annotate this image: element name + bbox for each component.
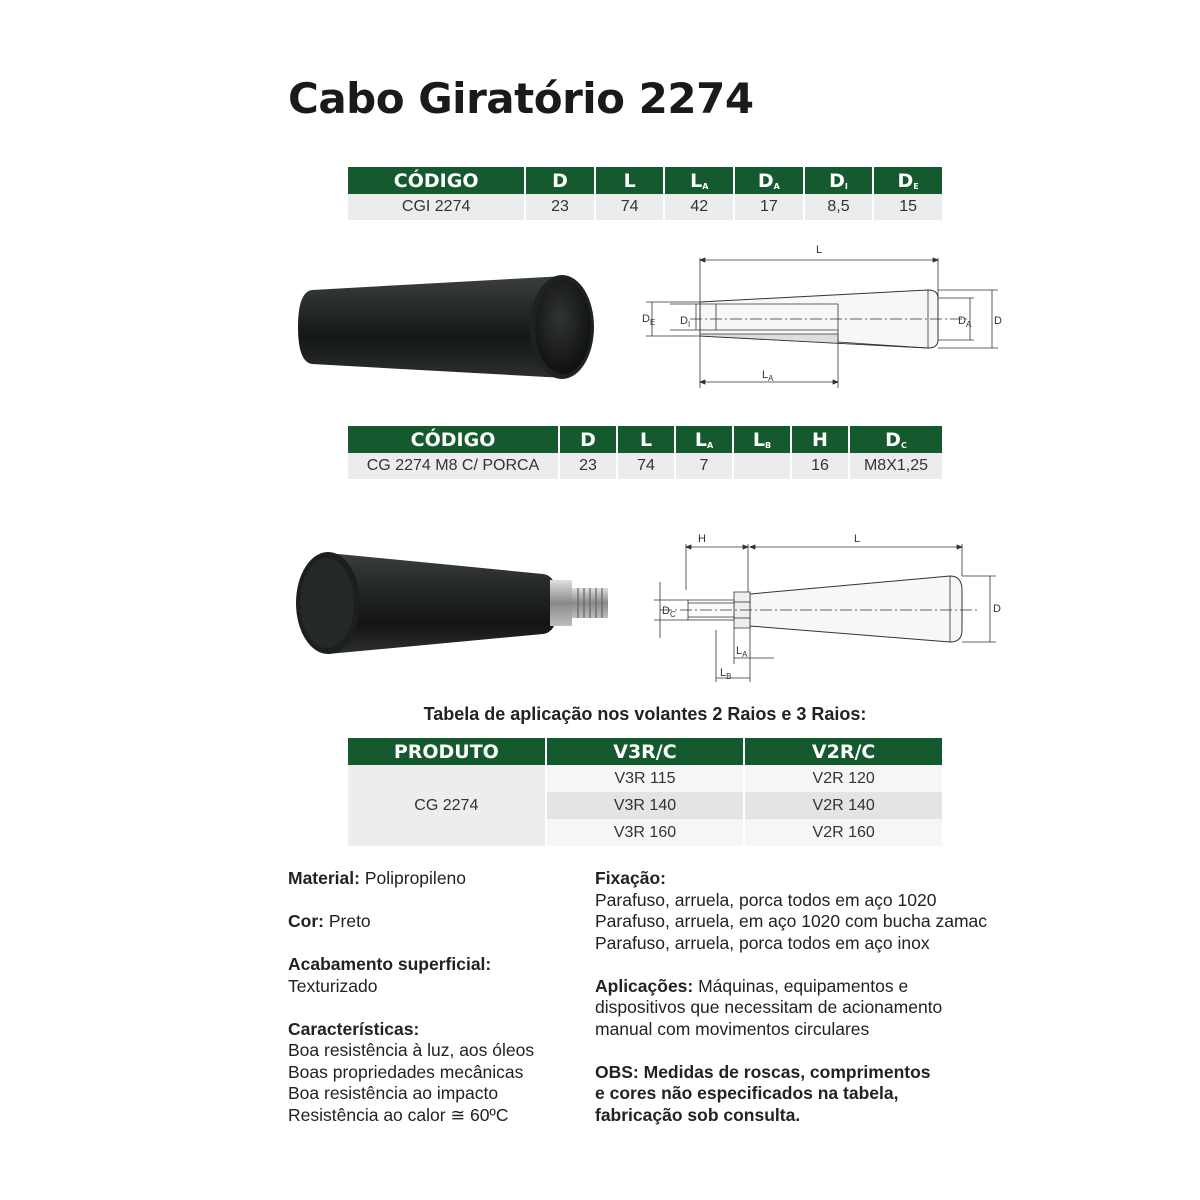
cell-dc: M8X1,25	[850, 453, 942, 479]
cell-da: 17	[735, 194, 803, 220]
dim-H-2: H	[698, 533, 706, 545]
table-row	[348, 453, 942, 479]
cell-la: 42	[665, 194, 733, 220]
col-la: $L_A$	[676, 426, 732, 453]
cell-v2r: V2R 140	[745, 792, 942, 819]
dim-LA-1: $L_A$	[762, 369, 774, 383]
cell-lb	[734, 453, 790, 479]
cell-codigo: CG 2274 M8 C/ PORCA	[348, 453, 558, 479]
col-codigo: CÓDIGO	[348, 167, 524, 194]
list-item: Boa resistência ao impacto	[288, 1083, 499, 1103]
table-row	[348, 765, 942, 792]
cell-produto: CG 2274	[348, 765, 545, 846]
cell-v2r: V2R 120	[745, 765, 942, 792]
cell-de: 15	[874, 194, 942, 220]
col-da: $D_A$	[735, 167, 803, 194]
dim-DC-2: $D_C$	[662, 605, 676, 619]
col-d: D	[526, 167, 594, 194]
dim-LA-2: $L_A$	[736, 645, 748, 659]
list-item: Boa resistência à luz, aos óleos	[288, 1040, 535, 1060]
application-table-title: Tabela de aplicação nos volantes 2 Raios e 3 Raios:	[423, 704, 867, 724]
cell-h: 16	[792, 453, 848, 479]
col-de: $D_E$	[874, 167, 942, 194]
obs-block: OBS: Medidas de roscas, comprimentos e cores não especificados na tabela, fabricação sob consulta.	[595, 1061, 931, 1125]
col-d: D	[560, 426, 616, 453]
spec-table-header	[348, 167, 942, 194]
dim-DA-1: $D_A$	[958, 315, 972, 329]
spec-table-header	[348, 426, 942, 453]
fixacao-block: Fixação: Parafuso, arruela, porca todos em aço 1020 Parafuso, arruela, em aço 1020 com bucha zamac Parafuso, arruela, porca todos em aço inox	[595, 868, 1055, 954]
cell-v3r: V3R 115	[547, 765, 744, 792]
cell-di: 8,5	[805, 194, 873, 220]
left-info	[288, 868, 588, 1126]
right-info	[595, 868, 1055, 1126]
col-dc: $D_C$	[850, 426, 942, 453]
cell-v3r: V3R 160	[547, 819, 744, 846]
aplicacoes-block: Aplicações: Máquinas, equipamentos e dispositivos que necessitam de acionamento manual com movimentos circulares	[595, 975, 943, 1039]
cell-d: 23	[560, 453, 616, 479]
list-item: Parafuso, arruela, porca todos em aço inox	[595, 932, 930, 953]
cell-v2r: V2R 160	[745, 819, 942, 846]
dim-DI-1: $D_I$	[680, 315, 691, 329]
acabamento-block: Acabamento superficial: Texturizado	[288, 954, 492, 996]
col-la: $L_A$	[665, 167, 733, 194]
cor-line: Cor: Preto	[288, 911, 371, 931]
col-h: H	[792, 426, 848, 453]
dim-DE-1: $D_E$	[642, 313, 656, 327]
col-v2rc: V2R/C	[745, 738, 942, 765]
cell-v3r: V3R 140	[547, 792, 744, 819]
spec-table-cg	[346, 426, 944, 479]
col-di: $D_I$	[805, 167, 873, 194]
col-codigo: CÓDIGO	[348, 426, 558, 453]
dim-LB-2: $L_B$	[720, 667, 732, 681]
material-line: Material: Polipropileno	[288, 868, 467, 888]
cell-codigo: CGI 2274	[348, 194, 524, 220]
spec-table-cgi	[346, 167, 944, 220]
page-title: Cabo Giratório 2274	[288, 74, 754, 123]
cell-l: 74	[596, 194, 664, 220]
application-table-header	[348, 738, 942, 765]
col-lb: $L_B$	[734, 426, 790, 453]
cell-d: 23	[526, 194, 594, 220]
dim-D-2: D	[993, 603, 1001, 615]
handle-photo-1	[290, 270, 600, 385]
handle-photo-2	[288, 548, 618, 658]
table-row	[348, 194, 942, 220]
list-item: Parafuso, arruela, porca todos em aço 1020	[595, 889, 937, 910]
dim-L-2: L	[854, 533, 861, 545]
caracteristicas-block: Características: Boa resistência à luz, aos óleos Boas propriedades mecânicas Boa resistência ao impacto Resistência ao calor ≅ 60ºC	[288, 1019, 588, 1127]
technical-drawing-1	[638, 238, 1010, 398]
list-item: Boas propriedades mecânicas	[288, 1061, 524, 1082]
application-table	[346, 738, 944, 846]
cell-l: 74	[618, 453, 674, 479]
list-item: Resistência ao calor ≅ 60ºC	[288, 1104, 509, 1125]
cell-la: 7	[676, 453, 732, 479]
col-v3rc: V3R/C	[547, 738, 744, 765]
col-produto: PRODUTO	[348, 738, 545, 765]
col-l: L	[618, 426, 674, 453]
dim-L-1: L	[816, 244, 823, 256]
technical-drawing-2	[650, 530, 1020, 690]
col-l: L	[596, 167, 664, 194]
dim-D-1: D	[994, 315, 1002, 327]
list-item: Parafuso, arruela, em aço 1020 com bucha zamac	[595, 911, 988, 931]
